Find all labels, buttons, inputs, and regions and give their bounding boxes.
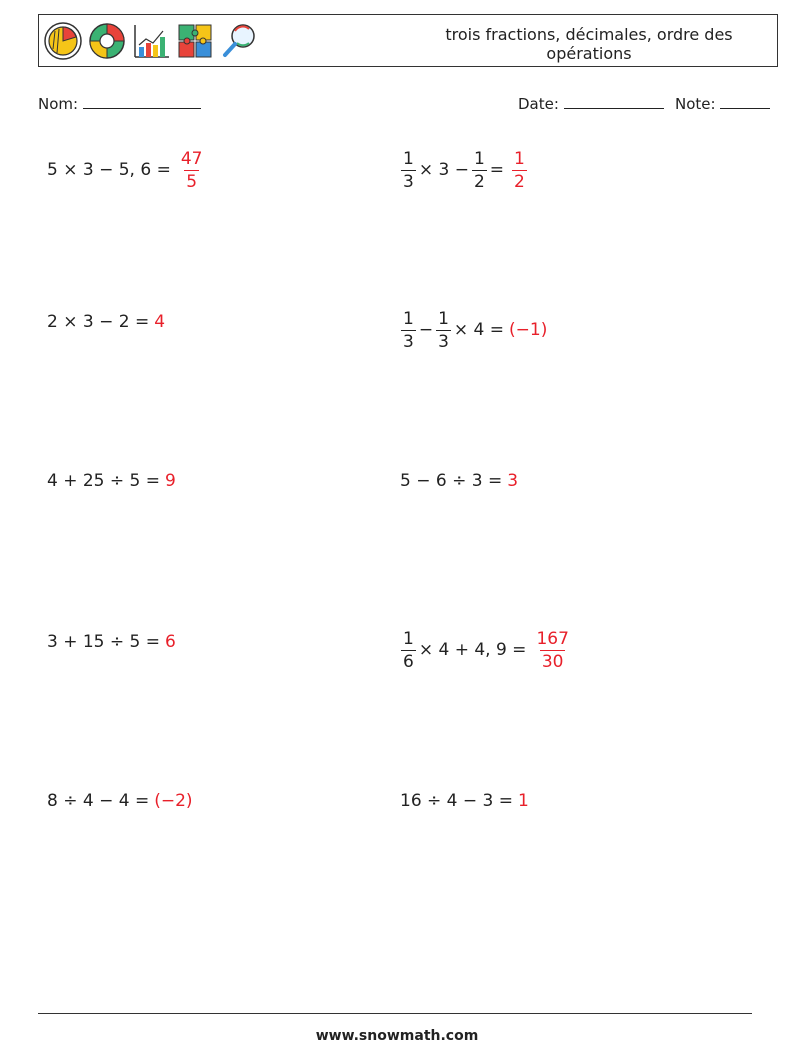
answer: 4: [154, 312, 166, 332]
numerator: 1: [473, 148, 485, 169]
problem-9: [47, 771, 193, 831]
equals-sign: =: [489, 160, 505, 180]
answer-numerator: 167: [536, 628, 569, 649]
fraction: [472, 150, 487, 191]
answer-fraction: [179, 150, 205, 191]
answer: (−1): [509, 320, 548, 340]
problem-expression: 8 ÷ 4 − 4 =: [47, 791, 150, 811]
fraction: [436, 310, 451, 351]
denominator: 3: [403, 331, 414, 352]
denominator: 6: [403, 651, 414, 672]
problem-3: [47, 292, 165, 352]
answer: 3: [507, 471, 519, 491]
grade-label: Note:: [675, 95, 716, 113]
numerator: 1: [403, 148, 414, 169]
header-box: [38, 14, 778, 67]
problem-expression: 3 + 15 ÷ 5 =: [47, 632, 161, 652]
operator-text: × 4 =: [453, 320, 505, 340]
answer-denominator: 5: [186, 171, 198, 192]
answer: 9: [165, 471, 176, 491]
magnifier-icon: [219, 21, 259, 61]
numerator: 1: [403, 628, 414, 649]
name-blank[interactable]: [83, 94, 201, 109]
answer-numerator: 1: [514, 148, 525, 169]
fraction: [401, 150, 416, 191]
operator-text: −: [418, 320, 434, 340]
problem-10: [400, 771, 529, 831]
date-field: [518, 94, 664, 113]
denominator: 2: [473, 171, 485, 192]
fraction: [401, 630, 416, 671]
answer: (−2): [154, 791, 193, 811]
problem-6: [400, 451, 518, 511]
problem-expression: 2 × 3 − 2 =: [47, 312, 150, 332]
problem-2: [398, 140, 530, 200]
problem-8: [398, 620, 574, 680]
fraction: [401, 310, 416, 351]
worksheet-title: trois fractions, décimales, ordre des opérations: [445, 25, 733, 63]
problem-4: [398, 300, 547, 360]
problem-expression: 5 × 3 − 5, 6 =: [47, 160, 171, 180]
footer-divider: [38, 1013, 752, 1014]
numerator: 1: [403, 308, 414, 329]
grade-field: [675, 94, 770, 113]
operator-text: × 4 + 4, 9 =: [418, 640, 527, 660]
logo-icons: [43, 21, 259, 61]
denominator: 3: [403, 171, 414, 192]
puzzle-icon: [175, 21, 215, 61]
donut-chart-icon: [87, 21, 127, 61]
answer-fraction: [512, 150, 527, 191]
date-blank[interactable]: [564, 94, 664, 109]
date-label: Date:: [518, 95, 559, 113]
bar-graph-icon: [131, 21, 171, 61]
problem-expression: 4 + 25 ÷ 5 =: [47, 471, 161, 491]
answer-denominator: 2: [514, 171, 525, 192]
answer: 6: [165, 632, 176, 652]
answer-numerator: 47: [180, 148, 203, 169]
problem-expression: 16 ÷ 4 − 3 =: [400, 791, 514, 811]
denominator: 3: [438, 331, 449, 352]
pie-chart-icon: [43, 21, 83, 61]
answer-denominator: 30: [541, 651, 564, 672]
problem-expression: 5 − 6 ÷ 3 =: [400, 471, 503, 491]
problem-1: [47, 140, 207, 200]
answer-fraction: [534, 630, 570, 671]
grade-blank[interactable]: [720, 94, 770, 109]
problem-5: [47, 451, 176, 511]
problem-7: [47, 612, 176, 672]
name-label: Nom:: [38, 95, 79, 113]
operator-text: × 3 −: [418, 160, 469, 180]
name-field: [38, 94, 201, 113]
numerator: 1: [438, 308, 449, 329]
footer-url[interactable]: www.snowmath.com: [315, 1028, 479, 1044]
answer: 1: [518, 791, 529, 811]
